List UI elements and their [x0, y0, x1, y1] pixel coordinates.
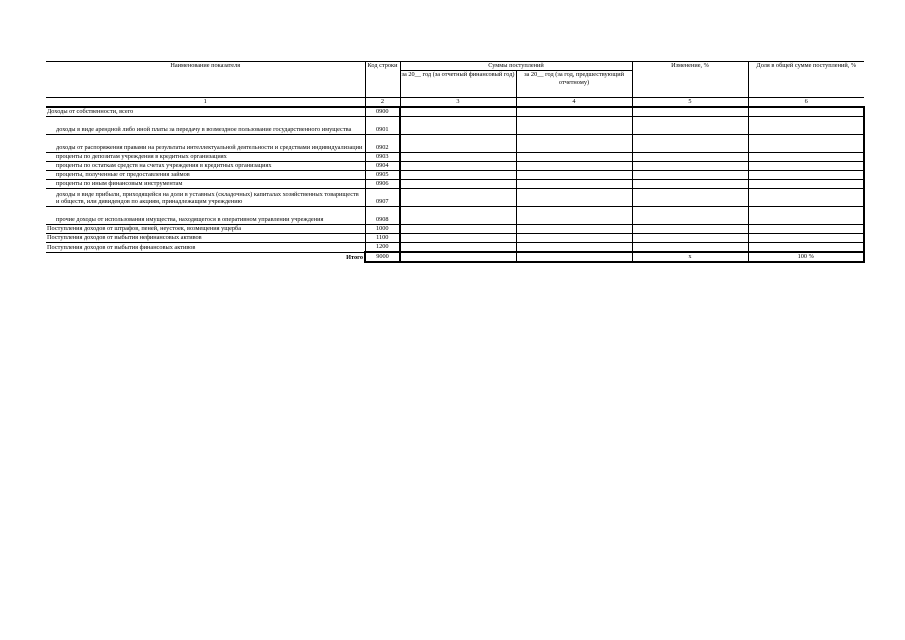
- cell-change[interactable]: [632, 189, 748, 207]
- cell-share[interactable]: [748, 243, 864, 253]
- total-share: 100 %: [748, 252, 864, 262]
- cell-prev[interactable]: [516, 162, 632, 171]
- cell-change[interactable]: [632, 180, 748, 189]
- row-code: 0903: [365, 153, 400, 162]
- cell-change[interactable]: [632, 243, 748, 253]
- cell-prev[interactable]: [516, 225, 632, 234]
- cell-current[interactable]: [400, 162, 516, 171]
- cell-current[interactable]: [400, 234, 516, 243]
- cell-prev[interactable]: [516, 234, 632, 243]
- cell-prev[interactable]: [516, 207, 632, 225]
- cell-current[interactable]: [400, 135, 516, 153]
- cell-share[interactable]: [748, 162, 864, 171]
- header-share: Доля в общей сумме поступлений, %: [748, 62, 864, 98]
- header-period-prev: за 20__ год (за год, предшествующий отчетному): [516, 71, 632, 98]
- row-code: 0902: [365, 135, 400, 153]
- header-code: Код строки: [365, 62, 400, 98]
- row-code: 1200: [365, 243, 400, 253]
- row-label: Доходы от собственности, всего: [46, 107, 365, 117]
- revenue-table: [46, 61, 865, 263]
- row-label: проценты по иным финансовым инструментам: [46, 180, 365, 189]
- cell-share[interactable]: [748, 107, 864, 117]
- row-code: 0905: [365, 171, 400, 180]
- row-code: 0900: [365, 107, 400, 117]
- cell-current[interactable]: [400, 107, 516, 117]
- row-code: 0904: [365, 162, 400, 171]
- col-number: 4: [516, 98, 632, 108]
- cell-current[interactable]: [400, 171, 516, 180]
- cell-prev[interactable]: [516, 107, 632, 117]
- col-number: 1: [46, 98, 365, 108]
- cell-share[interactable]: [748, 180, 864, 189]
- row-label: доходы в виде арендной либо иной платы за передачу в возмездное пользование государственного имущества: [46, 117, 365, 135]
- cell-share[interactable]: [748, 189, 864, 207]
- total-code: 9000: [365, 252, 400, 262]
- table-row: [46, 107, 864, 117]
- header-period-current: за 20__ год (за отчетный финансовый год): [400, 71, 516, 98]
- header-name: Наименование показателя: [46, 62, 365, 98]
- row-code: 1000: [365, 225, 400, 234]
- cell-prev[interactable]: [516, 189, 632, 207]
- cell-current[interactable]: [400, 225, 516, 234]
- cell-change[interactable]: [632, 225, 748, 234]
- cell-prev[interactable]: [516, 117, 632, 135]
- table-row: [46, 153, 864, 162]
- table-row: [46, 135, 864, 153]
- cell-current[interactable]: [400, 153, 516, 162]
- col-number: 2: [365, 98, 400, 108]
- header-sums: Суммы поступлений: [400, 62, 632, 71]
- cell-change[interactable]: [632, 234, 748, 243]
- row-code: 0908: [365, 207, 400, 225]
- table-row: [46, 189, 864, 207]
- table-row: [46, 207, 864, 225]
- total-current[interactable]: [400, 252, 516, 262]
- row-label: Поступления доходов от штрафов, пеней, неустоек, возмещения ущерба: [46, 225, 365, 234]
- row-label: прочие доходы от использования имущества, находящегося в оперативном управлении учреждения: [46, 207, 365, 225]
- total-row: [46, 252, 864, 262]
- cell-change[interactable]: [632, 135, 748, 153]
- table-row: [46, 234, 864, 243]
- revenue-form: [46, 61, 864, 263]
- table-row: [46, 225, 864, 234]
- table-row: [46, 162, 864, 171]
- row-code: 0906: [365, 180, 400, 189]
- row-label: доходы в виде прибыли, приходящейся на доли в уставных (складочных) капиталах хозяйственных товариществ и обществ, или дивидендов по акциям, принадлежащим учреждению: [46, 189, 365, 207]
- cell-prev[interactable]: [516, 171, 632, 180]
- cell-change[interactable]: [632, 207, 748, 225]
- total-prev[interactable]: [516, 252, 632, 262]
- table-row: [46, 180, 864, 189]
- row-label: Поступления доходов от выбытия финансовых активов: [46, 243, 365, 253]
- col-number: 5: [632, 98, 748, 108]
- header-change: Изменение, %: [632, 62, 748, 98]
- col-number: 6: [748, 98, 864, 108]
- cell-current[interactable]: [400, 180, 516, 189]
- cell-change[interactable]: [632, 162, 748, 171]
- table-row: [46, 171, 864, 180]
- cell-prev[interactable]: [516, 135, 632, 153]
- row-label: Поступления доходов от выбытия нефинансовых активов: [46, 234, 365, 243]
- table-row: [46, 243, 864, 253]
- cell-current[interactable]: [400, 117, 516, 135]
- cell-share[interactable]: [748, 153, 864, 162]
- total-label: Итого: [346, 254, 363, 262]
- row-code: 0907: [365, 189, 400, 207]
- col-number: 3: [400, 98, 516, 108]
- cell-change[interactable]: [632, 107, 748, 117]
- cell-share[interactable]: [748, 207, 864, 225]
- row-label: проценты, полученные от предоставления займов: [46, 171, 365, 180]
- cell-current[interactable]: [400, 207, 516, 225]
- row-code: 1100: [365, 234, 400, 243]
- cell-change[interactable]: [632, 153, 748, 162]
- cell-prev[interactable]: [516, 243, 632, 253]
- cell-prev[interactable]: [516, 153, 632, 162]
- cell-current[interactable]: [400, 243, 516, 253]
- row-label: проценты по депозитам учреждения в кредитных организациях: [46, 153, 365, 162]
- cell-prev[interactable]: [516, 180, 632, 189]
- cell-change[interactable]: [632, 171, 748, 180]
- cell-share[interactable]: [748, 225, 864, 234]
- cell-current[interactable]: [400, 189, 516, 207]
- total-change: x: [632, 252, 748, 262]
- cell-share[interactable]: [748, 135, 864, 153]
- cell-share[interactable]: [748, 234, 864, 243]
- cell-share[interactable]: [748, 117, 864, 135]
- cell-share[interactable]: [748, 171, 864, 180]
- row-label: проценты по остаткам средств на счетах учреждения в кредитных организациях: [46, 162, 365, 171]
- table-row: [46, 117, 864, 135]
- row-label: доходы от распоряжения правами на результаты интеллектуальной деятельности и средствами индивидуализации: [46, 135, 365, 153]
- row-code: 0901: [365, 117, 400, 135]
- cell-change[interactable]: [632, 117, 748, 135]
